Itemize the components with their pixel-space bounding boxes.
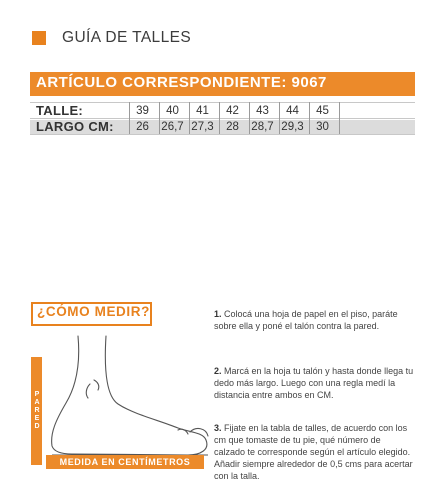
table-row-largo <box>30 120 415 134</box>
talle-cell: 41 <box>196 105 209 117</box>
largo-cell: 28 <box>226 121 239 133</box>
step-text: Marcá en la hoja tu talón y hasta donde llega tu dedo más largo. Luego con una regla medí la distancia entre ambos en CM. <box>214 366 414 400</box>
article-label: ARTÍCULO CORRESPONDIENTE: 9067 <box>36 74 327 91</box>
table-bottom-rule <box>30 134 415 135</box>
talle-cell: 43 <box>256 105 269 117</box>
largo-cell: 26,7 <box>161 121 184 133</box>
step-text: Fijate en la tabla de talles, de acuerdo con los cm que tomaste de tu pie, qué número de calzado te corresponde según el artículo elegido. Añadir siempre alrededor de 0,5 cms para acertar con la talla. <box>214 423 413 481</box>
table-divider <box>159 102 160 134</box>
talle-cell: 45 <box>316 105 329 117</box>
largo-row-label: LARGO CM: <box>36 119 114 134</box>
step-number: 2. <box>214 366 222 376</box>
step-number: 3. <box>214 423 222 433</box>
talle-cell: 44 <box>286 105 299 117</box>
talle-cell: 40 <box>166 105 179 117</box>
talle-row-label: TALLE: <box>36 103 84 118</box>
table-divider <box>279 102 280 134</box>
medida-label: MEDIDA EN CENTÍMETROS <box>59 457 191 467</box>
pared-label <box>31 357 42 465</box>
step-3 <box>214 422 414 482</box>
table-row-talle <box>30 104 415 118</box>
table-divider <box>309 102 310 134</box>
largo-cell: 26 <box>136 121 149 133</box>
pared-text: PARED <box>33 391 41 431</box>
talle-cell: 42 <box>226 105 239 117</box>
largo-cell: 27,3 <box>191 121 214 133</box>
como-medir-title: ¿CÓMO MEDIR? <box>37 304 150 319</box>
table-divider <box>129 102 130 134</box>
table-divider <box>339 102 340 134</box>
page-title: GUÍA DE TALLES <box>62 29 192 46</box>
table-divider <box>249 102 250 134</box>
talle-cell: 39 <box>136 105 149 117</box>
table-divider <box>219 102 220 134</box>
header-accent-square <box>32 31 46 45</box>
foot-illustration <box>38 328 213 458</box>
largo-cell: 28,7 <box>251 121 274 133</box>
table-divider <box>189 102 190 134</box>
step-2 <box>214 365 414 401</box>
step-number: 1. <box>214 309 222 319</box>
step-text: Colocá una hoja de papel en el piso, paráte sobre ella y poné el talón contra la pared. <box>214 309 398 331</box>
table-top-rule <box>30 102 415 103</box>
step-1 <box>214 308 414 332</box>
largo-cell: 29,3 <box>281 121 304 133</box>
largo-cell: 30 <box>316 121 329 133</box>
